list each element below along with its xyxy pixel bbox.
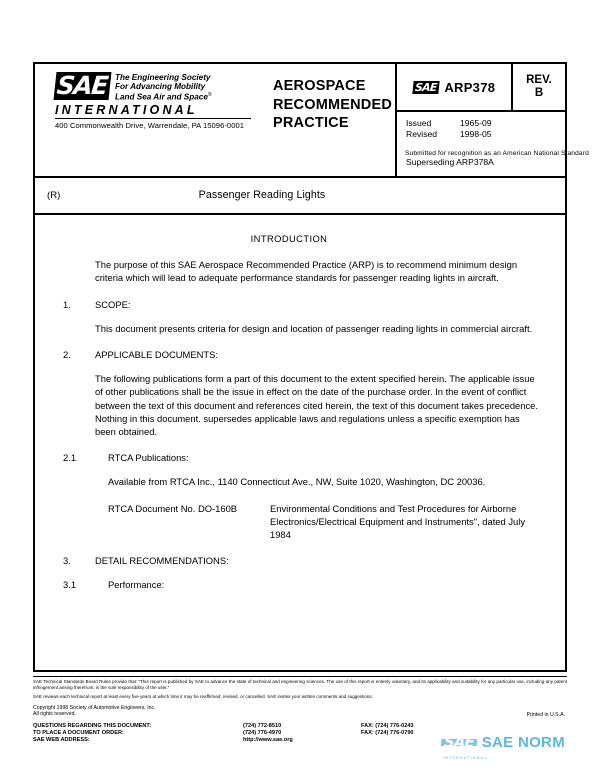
revised-label: Revised [406, 128, 438, 139]
copyright-line2: All rights reserved. [33, 711, 76, 718]
section-1-heading [63, 298, 539, 311]
section-2-title: APPLICABLE DOCUMENTS: [95, 349, 218, 361]
contact-row [33, 723, 567, 730]
printed-in-usa: Printed in U.S.A. [526, 711, 565, 718]
contact-web-address[interactable]: http://www.sae.org [243, 737, 293, 744]
issued-date-row [406, 118, 565, 129]
page-title: Passenger Reading Lights [198, 189, 326, 201]
introduction-heading: INTRODUCTION [250, 233, 328, 244]
contact-label-order: TO PLACE A DOCUMENT ORDER: [33, 730, 124, 736]
sae-logo-mark: SAE [54, 72, 112, 100]
document-type-title [273, 77, 392, 133]
contact-label-web: SAE WEB ADDRESS: [33, 737, 90, 744]
revision-flag: (R) [47, 190, 61, 201]
sae-tagline-line3: Land Sea Air and Space® [114, 92, 212, 102]
document-footer [33, 676, 567, 760]
section-1-title: SCOPE: [95, 298, 131, 310]
sae-norm-logo-subtext: INTERNATIONAL [443, 755, 488, 760]
section-2-1-paragraph: Available from RTCA Inc., 1140 Connecticut Ave., NW, Suite 1020, Washington, DC 20036. [108, 476, 486, 488]
section-2-heading [63, 348, 539, 361]
header-logo-cell [35, 64, 257, 176]
rtca-document-reference: RTCA Document No. DO-160B [108, 502, 238, 514]
section-2-1-number: 2.1 [63, 452, 77, 464]
document-frame [33, 62, 589, 672]
revised-date-row [406, 129, 565, 140]
document-title-row [35, 178, 565, 215]
section-3-1-number: 3.1 [63, 579, 77, 591]
sae-norm-logo-text: SAE NORM [481, 733, 565, 751]
doctype-line1: AEROSPACE [273, 78, 366, 94]
contact-phone-order: (724) 776-4970 [243, 730, 282, 736]
sae-norm-watermark [441, 732, 565, 760]
footer-review-notice: SAE reviews each technical report at least every five years at which time it may be reaffirmed, revised, or cancelled. SAE invites your written comments and suggestions. [33, 694, 373, 700]
revision-value: B [534, 87, 544, 99]
sae-mini-logo-mark: SAE [414, 80, 437, 94]
section-3-title: DETAIL RECOMMENDATIONS: [95, 555, 229, 567]
rtca-document-title: Environmental Conditions and Test Procedures for Airborne Electronics/Electrical Equipment and Instruments", dated July 1984 [270, 502, 526, 541]
submitted-for-recognition-note: Submitted for recognition as an American National Standard [405, 150, 589, 157]
section-3-1-heading [63, 578, 539, 591]
registered-trademark-icon: ® [207, 92, 212, 99]
section-3-heading [63, 554, 539, 567]
contact-label-questions: QUESTIONS REGARDING THIS DOCUMENT: [33, 722, 152, 729]
section-2-1-title: RTCA Publications: [108, 452, 189, 464]
contact-fax-order: FAX: (724) 776-0790 [361, 730, 414, 736]
sae-address: 400 Commonwealth Drive, Warrendale, PA 15096-0001 [55, 121, 245, 131]
document-body [35, 215, 565, 670]
revision-label: REV. [526, 73, 552, 86]
section-1-paragraph: This document presents criteria for design and location of passenger reading lights in commercial aircraft. [95, 322, 533, 334]
footer-legal-notice: SAE Technical Standards Board Rules provide that: "This report is published by SAE to advance the state of technical and engineering sciences. The use of this report is entirely voluntary, and its applicability and suitability for any particular use, including any patent infringement arising therefrom, is the sole responsibility of the user." [33, 679, 567, 690]
doctype-line3: PRACTICE [273, 115, 349, 131]
rtca-document-entry [108, 502, 539, 542]
document-number-cell [397, 64, 513, 110]
revised-date: 1998-05 [460, 128, 492, 139]
document-header [35, 64, 589, 178]
issued-date: 1965-09 [460, 118, 492, 128]
section-3-1-title: Performance: [108, 579, 165, 591]
doctype-line2: RECOMMENDED [273, 96, 393, 113]
docinfo-top-row [397, 64, 565, 112]
docinfo-dates-cell [397, 112, 565, 176]
revision-cell [513, 64, 565, 110]
footer-copyright [33, 705, 567, 718]
introduction-paragraph: The purpose of this SAE Aerospace Recommended Practice (ARP) is to recommend minimum design criteria which will lead to adequate performance standards for passenger reading lights in aircraft. [95, 259, 518, 284]
sae-logo-lockup [55, 72, 251, 130]
sae-norm-logo-mark: SAE [441, 739, 477, 746]
header-docinfo-cell [397, 64, 565, 176]
sae-international-label: INTERNATIONAL [55, 103, 251, 119]
section-2-paragraph: The following publications form a part of this document to the extent specified herein. The applicable issue of other publications shall be the issue in effect on the date of the purchase order. In the event of conflict between the text of this document and references cited herein, the text of this document takes precedence. Nothing in this document. supersedes applicable laws and regulations unless a specific exemption has been obtained. [95, 373, 538, 438]
section-3-number: 3. [63, 555, 71, 567]
sae-tagline-line2: For Advancing Mobility [114, 82, 206, 92]
document-number: ARP378 [444, 79, 496, 95]
section-2-1-heading [63, 451, 539, 464]
contact-phone-questions: (724) 772-8510 [243, 722, 282, 729]
copyright-line1: Copyright 1998 Society of Automotive Engineers, Inc. [33, 704, 156, 711]
contact-fax-questions: FAX: (724) 776-0243 [361, 722, 414, 729]
sae-tagline-line1: The Engineering Society [114, 73, 211, 82]
footer-divider [33, 676, 567, 677]
section-1-number: 1. [63, 298, 71, 310]
issued-label: Issued [406, 118, 432, 128]
sae-tagline [115, 73, 212, 102]
section-2-number: 2. [63, 349, 71, 361]
superseding-note: Superseding ARP378A [406, 157, 494, 167]
